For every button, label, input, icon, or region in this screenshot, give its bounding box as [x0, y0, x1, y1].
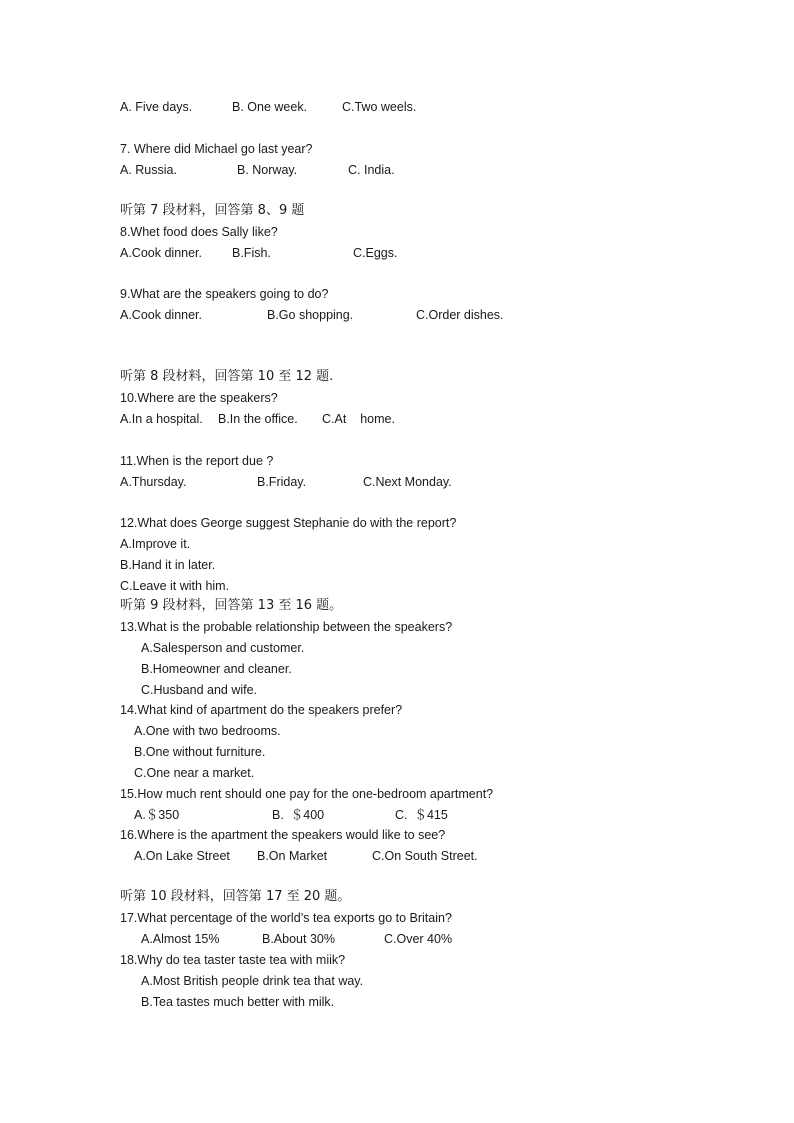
q14-option-b: B.One without furniture. [134, 745, 266, 759]
question-8: 8.Whet food does Sally like? [120, 225, 278, 239]
q7-option-c: C. India. [348, 163, 395, 177]
q8-option-b: B.Fish. [232, 246, 271, 260]
q17-option-b: B.About 30% [262, 932, 335, 946]
q15-option-a: A.＄350 [134, 808, 180, 822]
question-7: 7. Where did Michael go last year? [120, 142, 313, 156]
q13-option-a: A.Salesperson and customer. [141, 641, 305, 655]
q15-option-b: B. ＄400 [272, 808, 325, 822]
question-15: 15.How much rent should one pay for the one-bedroom apartment? [120, 787, 494, 801]
question-9: 9.What are the speakers going to do? [120, 287, 329, 301]
q10-option-b: B.In the office. [218, 412, 298, 426]
q7-option-b: B. Norway. [237, 163, 298, 177]
question-13: 13.What is the probable relationship between the speakers? [120, 620, 453, 634]
q11-option-c: C.Next Monday. [363, 475, 452, 489]
section-heading-10: 听第 10 段材料，回答第 17 至 20 题。 [120, 889, 351, 904]
q9-option-c: C.Order dishes. [416, 308, 504, 322]
q10-option-c: C.At home. [322, 412, 395, 426]
q9-option-a: A.Cook dinner. [120, 308, 202, 322]
q8-option-c: C.Eggs. [353, 246, 398, 260]
q17-option-a: A.Almost 15% [141, 932, 220, 946]
q18-option-a: A.Most British people drink tea that way. [141, 974, 364, 988]
q18-option-b: B.Tea tastes much better with milk. [141, 995, 335, 1009]
q6-option-b: B. One week. [232, 100, 308, 114]
q10-option-a: A.In a hospital. [120, 412, 203, 426]
q6-option-a: A. Five days. [120, 100, 193, 114]
q13-option-b: B.Homeowner and cleaner. [141, 662, 292, 676]
question-17: 17.What percentage of the world’s tea exports go to Britain? [120, 911, 452, 925]
section-heading-8: 听第 8 段材料，回答第 10 至 12 题. [120, 369, 334, 384]
q16-option-b: B.On Market [257, 849, 328, 863]
section-heading-9: 听第 9 段材料，回答第 13 至 16 题。 [120, 598, 343, 613]
q7-option-a: A. Russia. [120, 163, 177, 177]
q15-option-c: C. ＄415 [395, 808, 448, 822]
q16-option-c: C.On South Street. [372, 849, 478, 863]
q16-option-a: A.On Lake Street [134, 849, 230, 863]
question-12: 12.What does George suggest Stephanie do with the report? [120, 516, 457, 530]
section-heading-7: 听第 7 段材料，回答第 8、9 题 [120, 203, 305, 218]
question-14: 14.What kind of apartment do the speakers prefer? [120, 703, 403, 717]
q17-option-c: C.Over 40% [384, 932, 453, 946]
q14-option-a: A.One with two bedrooms. [134, 724, 281, 738]
q14-option-c: C.One near a market. [134, 766, 255, 780]
q13-option-c: C.Husband and wife. [141, 683, 258, 697]
q11-option-b: B.Friday. [257, 475, 307, 489]
question-10: 10.Where are the speakers? [120, 391, 278, 405]
question-18: 18.Why do tea taster taste tea with miik? [120, 953, 346, 967]
q12-option-a: A.Improve it. [120, 537, 191, 551]
q12-option-c: C.Leave it with him. [120, 579, 230, 593]
q11-option-a: A.Thursday. [120, 475, 187, 489]
q6-option-c: C.Two weels. [342, 100, 417, 114]
q12-option-b: B.Hand it in later. [120, 558, 216, 572]
question-11: 11.When is the report due ? [120, 454, 274, 468]
question-16: 16.Where is the apartment the speakers would like to see? [120, 828, 446, 842]
q8-option-a: A.Cook dinner. [120, 246, 202, 260]
q9-option-b: B.Go shopping. [267, 308, 354, 322]
